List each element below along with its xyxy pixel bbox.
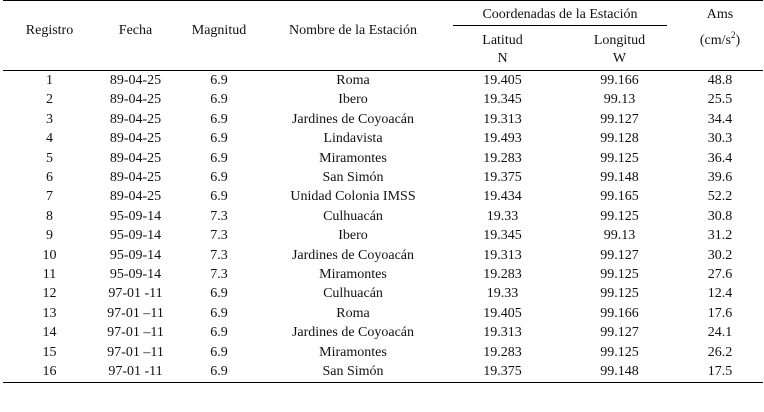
cell-nombre-estacion: San Simón [263,362,443,382]
cell-longitud: 99.125 [600,267,639,283]
header-ams-units [677,32,763,50]
cell-nombre-estacion: Roma [336,305,370,321]
table-row [3,304,763,323]
cell-latitud: 19.313 [483,247,522,263]
cell-longitud: 99.125 [600,150,639,166]
header-registro: Registro [3,0,96,71]
cell-nombre-estacion: Culhuacán [323,208,383,224]
table-row [3,323,763,342]
cell-latitud: 19.375 [443,362,562,382]
cell-longitud: 99.166 [600,73,639,88]
cell-longitud: 99.125 [600,344,639,360]
cell-latitud: 19.313 [483,111,522,127]
cell-registro: 11 [42,267,57,283]
cell-magnitud: 7.3 [210,267,228,283]
cell-fecha: 95-09-14 [109,267,162,283]
cell-nombre-estacion: Miramontes [319,150,387,166]
cell-magnitud: 6.9 [210,150,228,166]
cell-nombre-estacion: Miramontes [319,267,387,283]
header-longitud-unit: W [612,51,627,66]
cell-magnitud: 6.9 [210,305,228,321]
cell-registro: 1 [46,73,53,88]
header-coordenadas-label: Coordenadas de la Estación [453,6,667,26]
table-row [3,149,763,168]
cell-ams: 17.5 [677,362,763,382]
cell-longitud: 99.127 [600,111,639,127]
cell-magnitud: 6.9 [210,111,228,127]
station-records-table [3,0,763,383]
cell-latitud: 19.33 [486,286,519,302]
cell-ams: 48.8 [707,73,733,88]
cell-nombre-estacion: Lindavista [323,131,383,147]
table-body [3,71,763,383]
header-nombre-estacion: Nombre de la Estación [263,0,443,71]
cell-longitud: 99.166 [600,305,639,321]
cell-longitud: 99.127 [600,247,639,263]
cell-ams: 30.2 [707,247,733,263]
cell-ams: 12.4 [707,286,733,302]
table-row [3,168,763,187]
header-magnitud: Magnitud [175,0,263,71]
cell-magnitud: 6.9 [210,189,228,205]
cell-nombre-estacion: San Simón [322,170,384,186]
table-row [3,362,763,382]
cell-latitud: 19.33 [486,208,519,224]
table-row [3,110,763,129]
cell-fecha: 97-01 -11 [108,286,163,302]
table-row [3,207,763,226]
cell-magnitud: 6.9 [210,131,228,147]
cell-latitud: 19.313 [483,325,522,341]
cell-registro: 2 [46,92,53,108]
table-row [3,246,763,265]
cell-latitud: 19.283 [483,150,522,166]
cell-magnitud: 6.9 [210,344,228,360]
cell-ams: 36.4 [707,150,733,166]
cell-ams: 30.8 [707,208,733,224]
cell-nombre-estacion: Jardines de Coyoacán [291,247,415,263]
table-row [3,226,763,245]
cell-registro: 8 [46,208,53,224]
table-row [3,343,763,362]
cell-ams: 31.2 [707,228,733,244]
cell-fecha: 97-01 -11 [96,362,175,382]
cell-longitud: 99.125 [600,208,639,224]
cell-fecha: 89-04-25 [109,131,162,147]
cell-fecha: 89-04-25 [109,92,162,108]
cell-registro: 14 [42,325,57,341]
cell-longitud: 99.165 [600,189,639,205]
cell-nombre-estacion: Roma [336,73,370,88]
cell-registro: 6 [46,170,53,186]
cell-ams: 30.3 [707,131,733,147]
header-fecha: Fecha [96,0,175,71]
cell-registro: 13 [42,305,57,321]
cell-ams: 34.4 [707,111,733,127]
table-header [3,0,763,71]
table-row [3,284,763,303]
cell-magnitud: 6.9 [210,92,228,108]
cell-magnitud: 6.9 [210,170,228,186]
cell-longitud: 99.148 [600,170,639,186]
header-ams-label: Ams [706,7,734,22]
table-row [3,71,763,91]
cell-latitud: 19.283 [483,344,522,360]
header-longitud-label: Longitud [593,33,646,48]
cell-magnitud: 7.3 [210,228,228,244]
cell-registro: 3 [46,111,53,127]
cell-longitud: 99.127 [600,325,639,341]
cell-longitud: 99.13 [603,228,636,244]
station-records-table-wrapper [3,0,763,383]
cell-registro: 12 [42,286,57,302]
cell-nombre-estacion: Unidad Colonia IMSS [290,189,416,205]
header-ams-units-prefix: (cm/s [699,33,731,48]
header-longitud [562,32,677,71]
header-ams [677,0,763,71]
cell-nombre-estacion: Jardines de Coyoacán [291,111,415,127]
header-ams-units-suffix: ) [735,33,741,48]
cell-latitud: 19.375 [483,170,522,186]
table-row [3,187,763,206]
table-row [3,265,763,284]
cell-ams: 52.2 [707,189,733,205]
cell-ams: 27.6 [707,267,733,283]
cell-registro: 15 [42,344,57,360]
cell-magnitud: 7.3 [210,247,228,263]
cell-longitud: 99.128 [600,131,639,147]
cell-fecha: 95-09-14 [109,228,162,244]
cell-nombre-estacion: Culhuacán [323,286,383,302]
header-ams-units-exponent: 2 [730,30,736,40]
cell-nombre-estacion: Ibero [338,92,368,108]
header-latitud-label: Latitud [482,33,523,48]
cell-ams: 25.5 [707,92,733,108]
header-latitud [443,32,562,71]
cell-fecha: 97-01 –11 [107,305,164,321]
header-coordenadas [443,0,677,32]
cell-magnitud: 7.3 [210,208,228,224]
cell-registro: 4 [46,131,53,147]
table-row [3,90,763,109]
cell-ams: 17.6 [707,305,733,321]
cell-fecha: 89-04-25 [109,73,162,88]
cell-fecha: 97-01 –11 [107,344,164,360]
header-latitud-unit: N [497,51,508,66]
cell-ams: 26.2 [707,344,733,360]
cell-fecha: 95-09-14 [109,247,162,263]
cell-ams: 24.1 [707,325,733,341]
cell-latitud: 19.283 [483,267,522,283]
cell-fecha: 89-04-25 [109,189,162,205]
cell-longitud: 99.13 [603,92,636,108]
cell-fecha: 89-04-25 [109,150,162,166]
cell-nombre-estacion: Jardines de Coyoacán [291,325,415,341]
table-row [3,129,763,148]
cell-magnitud: 6.9 [175,362,263,382]
cell-nombre-estacion: Miramontes [319,344,387,360]
cell-longitud: 99.148 [562,362,677,382]
cell-latitud: 19.493 [483,131,522,147]
cell-fecha: 97-01 –11 [107,325,164,341]
cell-latitud: 19.434 [483,189,522,205]
cell-nombre-estacion: Ibero [338,228,368,244]
cell-registro: 9 [46,228,53,244]
cell-ams: 39.6 [707,170,733,186]
cell-registro: 10 [42,247,57,263]
cell-fecha: 95-09-14 [109,208,162,224]
cell-registro: 16 [3,362,96,382]
cell-registro: 5 [46,150,53,166]
cell-magnitud: 6.9 [210,73,228,88]
cell-magnitud: 6.9 [210,325,228,341]
cell-latitud: 19.405 [483,73,522,88]
cell-longitud: 99.125 [600,286,639,302]
cell-fecha: 89-04-25 [109,111,162,127]
cell-registro: 7 [46,189,53,205]
cell-fecha: 89-04-25 [109,170,162,186]
cell-latitud: 19.345 [483,92,522,108]
cell-latitud: 19.345 [483,228,522,244]
cell-magnitud: 6.9 [210,286,228,302]
cell-latitud: 19.405 [483,305,522,321]
